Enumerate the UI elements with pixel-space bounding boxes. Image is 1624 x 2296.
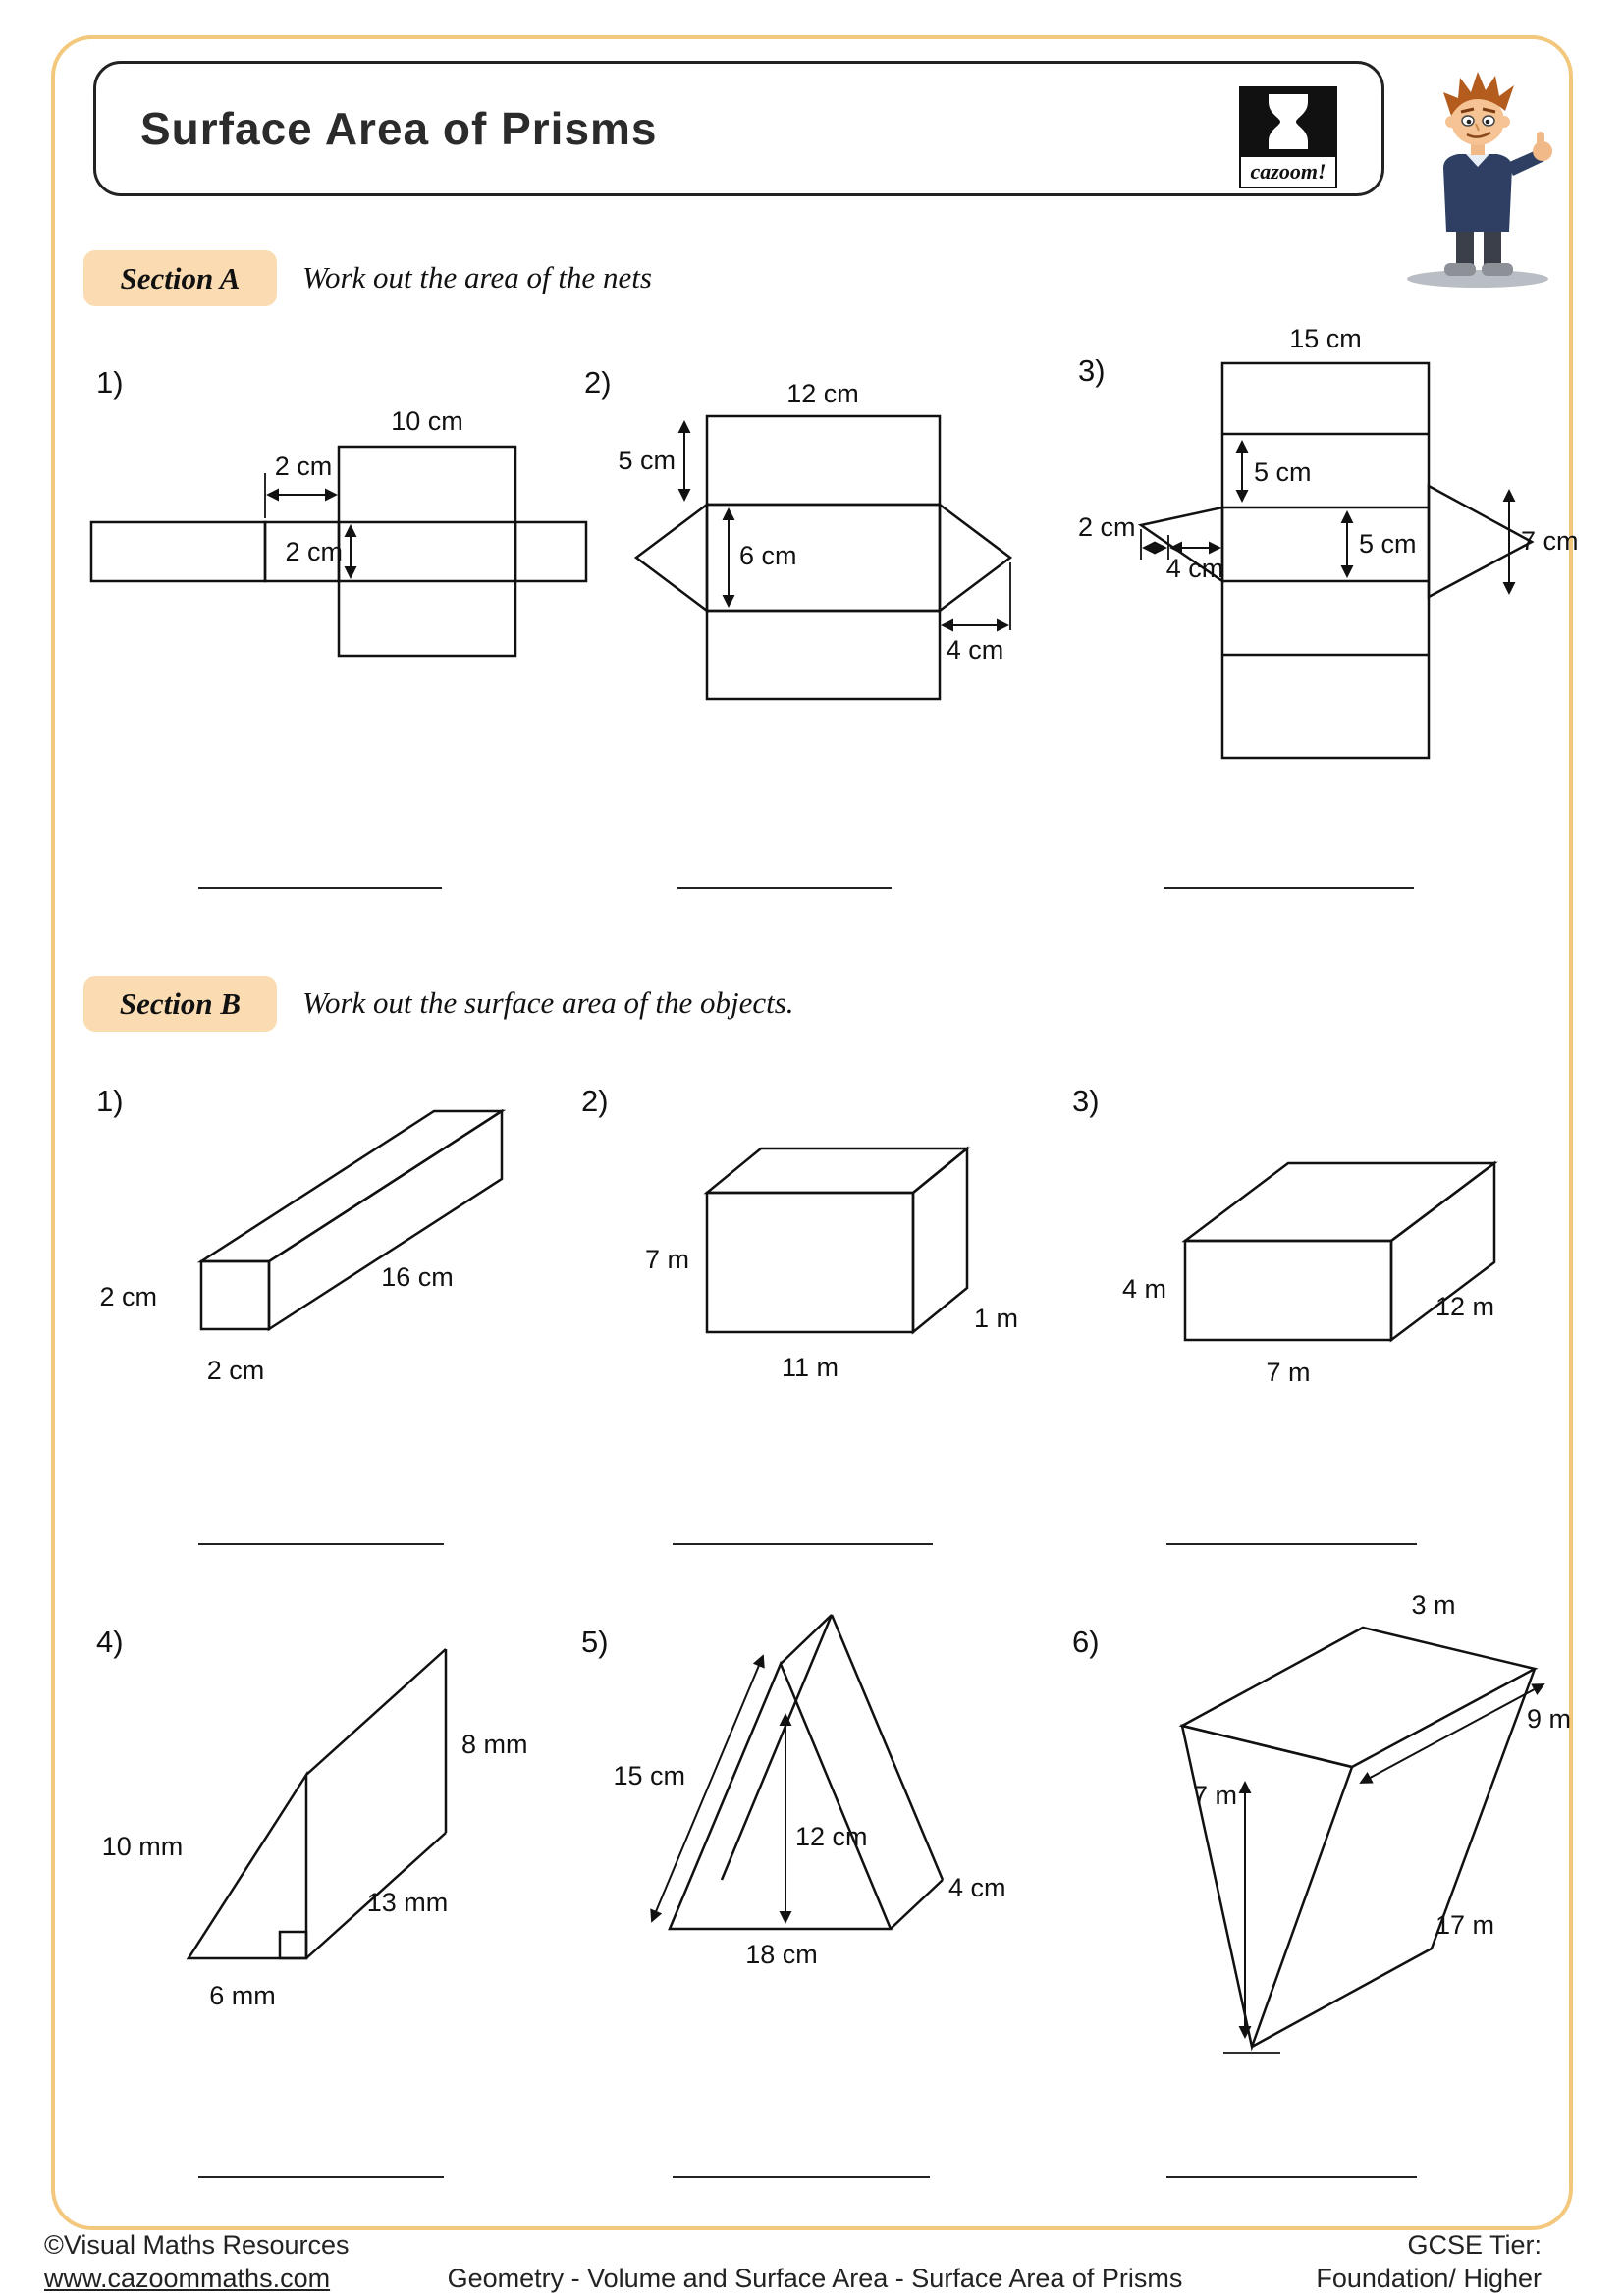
page-title: Surface Area of Prisms <box>140 103 658 154</box>
section-a-label: Section A <box>83 250 277 306</box>
problem-number-b6: 6) <box>1072 1625 1100 1659</box>
footer-link[interactable]: www.cazoommaths.com <box>44 2264 331 2293</box>
cazoom-logo-text: cazoom! <box>1250 159 1326 184</box>
section-a-instruction: Work out the area of the nets <box>302 260 652 294</box>
answer-line <box>198 1543 444 1545</box>
dimension-annotations <box>102 1730 528 2010</box>
dim-label-hyp: 10 mm <box>101 1832 184 1861</box>
dim-label-side: 5 cm <box>1254 457 1312 487</box>
prism-diagram-tent <box>589 1610 1051 2022</box>
dimension-annotations <box>265 406 463 577</box>
dim-label-w: 2 cm <box>206 1356 265 1385</box>
dim-label-length: 12 cm <box>786 383 859 408</box>
dim-label-length: 17 m <box>1435 1910 1495 1940</box>
footer-copyright: ©Visual Maths Resources <box>44 2230 350 2260</box>
dim-label-side: 5 cm <box>618 446 676 475</box>
prism-diagram-cuboid-2 <box>609 1119 1041 1414</box>
mascot-illustration <box>1389 65 1566 291</box>
prism-diagram-wedge <box>39 1629 560 2061</box>
net-diagram-cuboid <box>83 393 614 687</box>
dim-label-depth: 9 m <box>1527 1704 1572 1734</box>
section-b-label: Section B <box>83 976 277 1032</box>
problem-number-a3: 3) <box>1078 353 1106 388</box>
dim-label-h: 7 m <box>644 1245 689 1274</box>
footer-tier-value: Foundation/ Higher <box>1316 2264 1542 2293</box>
footer-tier-label: GCSE Tier: <box>1407 2230 1542 2260</box>
dim-label-w: 7 m <box>1266 1358 1311 1387</box>
dim-label-h: 4 m <box>1121 1274 1166 1304</box>
dimension-annotations <box>1122 1274 1494 1387</box>
answer-line <box>1166 2176 1417 2178</box>
dim-label-base: 5 cm <box>1359 529 1417 559</box>
dim-label-length: 10 cm <box>391 406 463 436</box>
mascot-image <box>1389 65 1566 291</box>
dim-label-length: 15 cm <box>1289 324 1362 353</box>
footer-breadcrumb: Geometry - Volume and Surface Area - Surface Area of Prisms <box>447 2264 1183 2293</box>
dim-label-w: 11 m <box>781 1353 839 1382</box>
problem-number-a1: 1) <box>96 365 124 400</box>
dim-label-height: 4 cm <box>1165 554 1224 583</box>
dim-label-top: 3 m <box>1411 1590 1456 1620</box>
dim-label-l: 16 cm <box>381 1262 454 1292</box>
dim-label-base: 6 cm <box>739 541 797 570</box>
solid-outline <box>201 1111 502 1329</box>
answer-line <box>677 887 892 889</box>
problem-number-b3: 3) <box>1072 1084 1100 1118</box>
dim-label-height: 7 m <box>1192 1781 1237 1810</box>
dim-label-tri: 7 cm <box>1521 526 1579 556</box>
answer-line <box>198 2176 444 2178</box>
dim-label-apex: 2 cm <box>1078 512 1136 542</box>
net-diagram-triangular-prism-2 <box>1070 324 1620 780</box>
answer-line <box>1164 887 1414 889</box>
solid-outline <box>1182 1628 1535 2047</box>
prism-diagram-inverted <box>1080 1590 1610 2081</box>
dim-label-depth: 2 cm <box>285 537 343 566</box>
problem-number-b5: 5) <box>581 1625 609 1659</box>
solid-outline <box>707 1148 967 1332</box>
dim-label-base: 18 cm <box>745 1940 818 1969</box>
dim-label-h: 2 cm <box>99 1282 157 1311</box>
dim-label-slant: 15 cm <box>613 1761 685 1790</box>
prism-diagram-cuboid-3 <box>1080 1119 1571 1414</box>
answer-line <box>198 887 442 889</box>
header <box>93 61 1384 196</box>
cazoom-logo-icon <box>1241 88 1335 157</box>
solid-outline <box>670 1615 943 1929</box>
net-diagram-triangular-prism <box>589 383 1070 721</box>
problem-number-b4: 4) <box>96 1625 124 1659</box>
prism-diagram-cuboid-1 <box>88 1099 560 1423</box>
problem-number-b1: 1) <box>96 1084 124 1118</box>
dim-label-depth: 4 cm <box>948 1873 1006 1902</box>
problem-number-b2: 2) <box>581 1084 609 1118</box>
dimension-annotations <box>618 383 1010 665</box>
answer-line <box>1166 1543 1417 1545</box>
dimension-annotations <box>1193 1590 1571 2053</box>
dim-label-slant: 13 mm <box>366 1888 449 1917</box>
problem-number-a2: 2) <box>584 365 612 400</box>
answer-line <box>673 1543 933 1545</box>
answer-line <box>673 2176 930 2178</box>
dimension-annotations <box>645 1245 1018 1382</box>
dim-label-height: 12 cm <box>795 1822 868 1851</box>
dim-label-d: 12 m <box>1435 1292 1495 1321</box>
section-b-instruction: Work out the surface area of the objects. <box>302 986 794 1020</box>
dim-label-side: 8 mm <box>461 1730 528 1759</box>
cazoom-logo <box>1239 86 1337 188</box>
dim-label-height: 4 cm <box>946 635 1004 665</box>
dim-label-offset: 2 cm <box>274 452 333 481</box>
right-angle-marker <box>280 1932 306 1958</box>
dim-label-base: 6 mm <box>209 1981 276 2010</box>
dim-label-d: 1 m <box>974 1304 1019 1333</box>
